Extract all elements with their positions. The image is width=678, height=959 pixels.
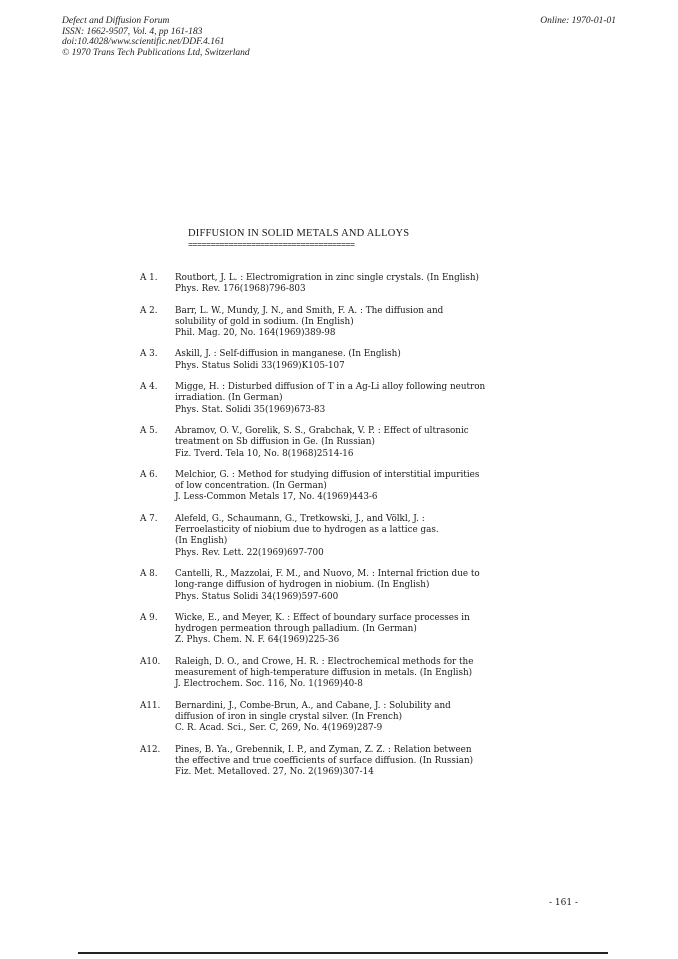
reference-line: Bernardini, J., Combe-Brun, A., and Cabane, J. : Solubility and [175, 700, 451, 711]
reference-number: A 1. [140, 273, 158, 283]
page-number: - 161 - [549, 898, 578, 908]
reference-number: A 3. [140, 349, 158, 360]
reference-line: (In English) [175, 536, 228, 547]
reference-text [175, 349, 610, 372]
reference-text [175, 470, 610, 504]
reference-text [175, 382, 610, 416]
reference-line: Abramov, O. V., Gorelik, S. S., Grabchak, V. P. : Effect of ultrasonic [175, 425, 469, 436]
reference-text [175, 514, 610, 559]
journal-doi: doi:10.4028/www.scientific.net/DDF.4.161 [62, 37, 225, 47]
reference-line: Phys. Status Solidi 33(1969)K105-107 [175, 360, 345, 371]
reference-line: J. Less-Common Metals 17, No. 4(1969)443-6 [175, 492, 378, 503]
reference-number: A 9. [140, 612, 158, 623]
reference-number: A 7. [140, 513, 158, 524]
reference-text [175, 613, 610, 647]
bottom-divider [78, 952, 608, 954]
journal-issn: ISSN: 1662-9507, Vol. 4, pp 161-183 [62, 26, 203, 37]
reference-text [175, 306, 610, 340]
reference-line: Phys. Rev. 176(1968)796-803 [175, 284, 306, 295]
journal-header [62, 16, 250, 58]
reference-entry [140, 569, 610, 603]
page-title: DIFFUSION IN SOLID METALS AND ALLOYS [188, 228, 410, 239]
reference-line: Phys. Rev. Lett. 22(1969)697-700 [175, 547, 324, 558]
journal-name: Defect and Diffusion Forum [62, 16, 170, 26]
reference-entry [140, 657, 610, 691]
reference-line: the effective and true coefficients of surface diffusion. (In Russian) [175, 755, 474, 766]
reference-entry [140, 306, 610, 340]
reference-entry [140, 382, 610, 416]
reference-line: J. Electrochem. Soc. 116, No. 1(1969)40-8 [175, 679, 363, 690]
reference-entry [140, 701, 610, 735]
reference-entry [140, 514, 610, 559]
reference-text [175, 273, 610, 296]
reference-entry [140, 613, 610, 647]
reference-number: A10. [140, 656, 161, 667]
reference-line: Z. Phys. Chem. N. F. 64(1969)225-36 [175, 635, 340, 646]
reference-text [175, 657, 610, 691]
reference-line: C. R. Acad. Sci., Ser. C, 269, No. 4(1969)287-9 [175, 723, 383, 734]
reference-line: of low concentration. (In German) [175, 481, 327, 492]
reference-line: diffusion of iron in single crystal silver. (In French) [175, 711, 403, 722]
reference-number: A 6. [140, 469, 158, 480]
reference-line: Melchior, G. : Method for studying diffusion of interstitial impurities [175, 469, 480, 480]
reference-line: Cantelli, R., Mazzolai, F. M., and Nuovo, M. : Internal friction due to [175, 568, 480, 579]
title-underline: ===================================== [188, 240, 355, 250]
reference-entry [140, 426, 610, 460]
reference-entry [140, 745, 610, 779]
reference-line: treatment on Sb diffusion in Ge. (In Russian) [175, 437, 375, 448]
reference-line: Barr, L. W., Mundy, J. N., and Smith, F. A. : The diffusion and [175, 305, 444, 316]
reference-list [140, 273, 610, 788]
reference-line: solubility of gold in sodium. (In English) [175, 316, 354, 327]
reference-line: Migge, H. : Disturbed diffusion of T in a Ag-Li alloy following neutron [175, 382, 486, 393]
reference-line: irradiation. (In German) [175, 393, 283, 404]
reference-line: long-range diffusion of hydrogen in niobium. (In English) [175, 580, 430, 591]
reference-line: Askill, J. : Self-diffusion in manganese. (In English) [175, 349, 401, 360]
reference-text [175, 745, 610, 779]
reference-line: Fiz. Tverd. Tela 10, No. 8(1968)2514-16 [175, 448, 354, 459]
reference-entry [140, 273, 610, 296]
reference-number: A 4. [140, 382, 158, 393]
reference-number: A12. [140, 744, 161, 755]
reference-number: A 5. [140, 425, 158, 436]
reference-text [175, 569, 610, 603]
reference-number: A11. [140, 700, 161, 711]
reference-line: Wicke, E., and Meyer, K. : Effect of boundary surface processes in [175, 612, 470, 623]
reference-line: Pines, B. Ya., Grebennik, I. P., and Zyman, Z. Z. : Relation between [175, 744, 472, 755]
reference-line: Phys. Stat. Solidi 35(1969)673-83 [175, 404, 326, 415]
reference-text [175, 426, 610, 460]
reference-line: Routbort, J. L. : Electromigration in zinc single crystals. (In English) [175, 273, 479, 283]
reference-line: Fiz. Met. Metalloved. 27, No. 2(1969)307-14 [175, 767, 374, 778]
reference-line: Ferroelasticity of niobium due to hydrogen as a lattice gas. [175, 525, 439, 536]
journal-copyright: © 1970 Trans Tech Publications Ltd, Switzerland [62, 47, 250, 58]
reference-line: hydrogen permeation through palladium. (In German) [175, 624, 417, 635]
reference-number: A 8. [140, 568, 158, 579]
reference-entry [140, 470, 610, 504]
reference-number: A 2. [140, 305, 158, 316]
online-date: Online: 1970-01-01 [540, 16, 616, 26]
reference-line: Alefeld, G., Schaumann, G., Tretkowski, J., and Völkl, J. : [175, 513, 425, 524]
reference-line: measurement of high-temperature diffusion in metals. (In English) [175, 668, 473, 679]
reference-line: Phys. Status Solidi 34(1969)597-600 [175, 591, 339, 602]
reference-entry [140, 349, 610, 372]
reference-text [175, 701, 610, 735]
reference-line: Phil. Mag. 20, No. 164(1969)389-98 [175, 328, 336, 339]
reference-line: Raleigh, D. O., and Crowe, H. R. : Electrochemical methods for the [175, 656, 474, 667]
